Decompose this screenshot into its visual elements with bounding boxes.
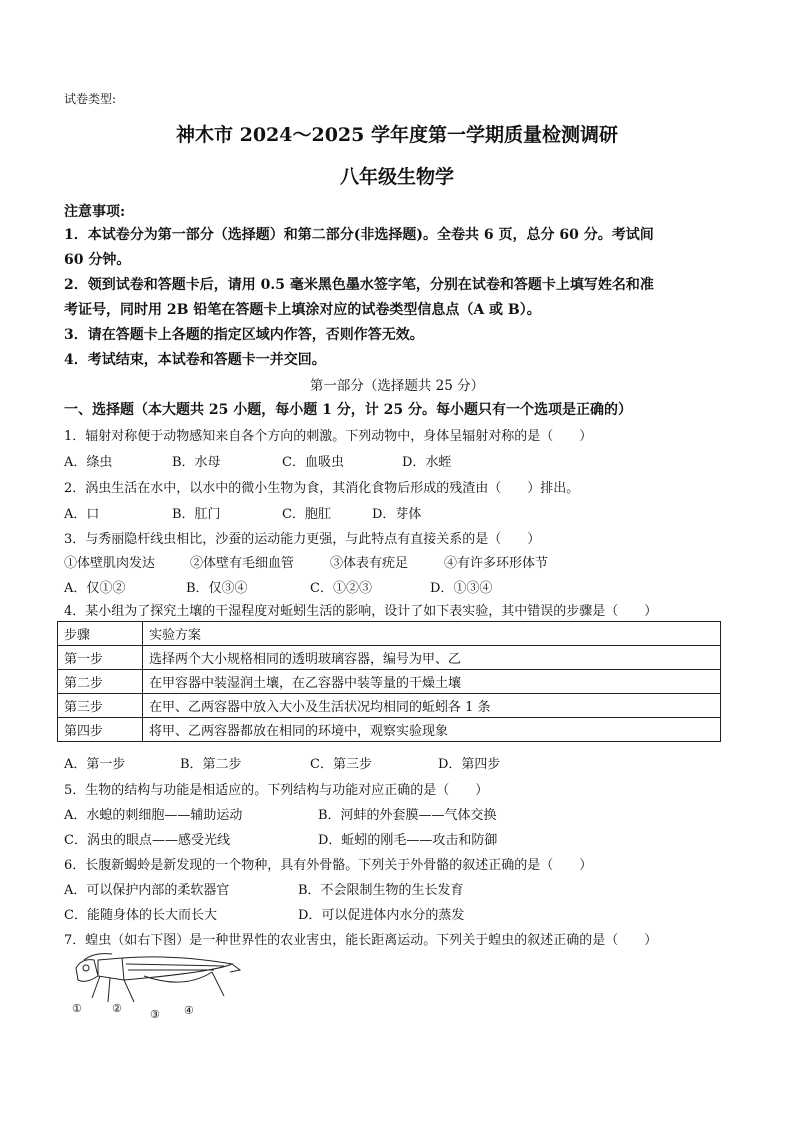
- table-cell: 在甲容器中装湿润土壤，在乙容器中装等量的干燥土壤: [143, 670, 721, 694]
- question-1-stem: 1．辐射对称便于动物感知来自各个方向的刺激。下列动物中，身体呈辐射对称的是（ ）: [64, 429, 593, 444]
- note-line: 1．本试卷分为第一部分（选择题）和第二部分(非选择题)。全卷共 6 页，总分 60 分。考试间: [64, 227, 654, 243]
- question-7-stem: 7．蝗虫（如右下图）是一种世界性的农业害虫，能长距离运动。下列关于蝗虫的叙述正确的是（ ）: [64, 933, 658, 948]
- figure-label: ②: [112, 1002, 122, 1015]
- q2-option-c: C．胞肛: [282, 507, 331, 522]
- note-line: 考证号，同时用 2B 铅笔在答题卡上填涂对应的试卷类型信息点（A 或 B）。: [64, 302, 541, 318]
- q6-option-b: B．不会限制生物的生长发育: [298, 883, 464, 898]
- q1-option-d: D．水蛭: [402, 455, 452, 470]
- q4-option-b: B．第二步: [180, 757, 242, 772]
- q3-statement: ①体壁肌肉发达: [64, 556, 156, 571]
- table-header-row: [58, 622, 721, 646]
- exam-title: 神木市 2024～2025 学年度第一学期质量检测调研: [176, 124, 618, 146]
- table-row: [58, 670, 721, 694]
- note-line: 4．考试结束，本试卷和答题卡一并交回。: [64, 352, 326, 368]
- q6-option-d: D．可以促进体内水分的蒸发: [298, 908, 465, 923]
- table-header-cell: 步骤: [58, 622, 143, 646]
- q2-option-d: D．芽体: [372, 507, 422, 522]
- table-cell: 第四步: [58, 718, 143, 742]
- q1-option-b: B．水母: [172, 455, 221, 470]
- note-line: 3．请在答题卡上各题的指定区域内作答，否则作答无效。: [64, 327, 424, 343]
- question-3-stem: 3．与秀丽隐杆线虫相比，沙蚕的运动能力更强，与此特点有直接关系的是（ ）: [64, 532, 541, 547]
- q3-option-a: A．仅①②: [64, 581, 126, 596]
- q5-option-a: A．水螅的刺细胞——辅助运动: [64, 808, 243, 823]
- paper-type-label: 试卷类型:: [64, 92, 117, 106]
- figure-label: ③: [150, 1008, 160, 1021]
- question-5-stem: 5．生物的结构与功能是相适应的。下列结构与功能对应正确的是（ ）: [64, 783, 489, 798]
- table-cell: 在甲、乙两容器中放入大小及生活状况均相同的蚯蚓各 1 条: [143, 694, 721, 718]
- table-header-cell: 实验方案: [143, 622, 721, 646]
- table-row: [58, 646, 721, 670]
- question-4-stem: 4．某小组为了探究土壤的干湿程度对蚯蚓生活的影响，设计了如下表实验，其中错误的步骤是（ ）: [64, 604, 658, 619]
- table-row: [58, 718, 721, 742]
- figure-label: ④: [184, 1004, 194, 1017]
- q4-option-d: D．第四步: [438, 757, 501, 772]
- q2-option-a: A．口: [64, 507, 100, 522]
- table-row: [58, 694, 721, 718]
- experiment-table: [57, 621, 721, 742]
- table-cell: 选择两个大小规格相同的透明玻璃容器，编号为甲、乙: [143, 646, 721, 670]
- q1-option-c: C．血吸虫: [282, 455, 344, 470]
- question-6-stem: 6．长腹新蝎蛉是新发现的一个物种，具有外骨骼。下列关于外骨骼的叙述正确的是（ ）: [64, 858, 593, 873]
- q3-option-c: C．①②③: [310, 581, 372, 596]
- q5-option-b: B．河蚌的外套膜——气体交换: [318, 808, 497, 823]
- q6-option-c: C．能随身体的长大而长大: [64, 908, 217, 923]
- question-2-stem: 2．涡虫生活在水中，以水中的微小生物为食，其消化食物后形成的残渣由（ ）排出。: [64, 481, 580, 496]
- table-cell: 第二步: [58, 670, 143, 694]
- note-line: 60 分钟。: [64, 252, 131, 268]
- table-cell: 第一步: [58, 646, 143, 670]
- q6-option-a: A．可以保护内部的柔软器官: [64, 883, 230, 898]
- q5-option-c: C．涡虫的眼点——感受光线: [64, 833, 230, 848]
- table-cell: 第三步: [58, 694, 143, 718]
- table-cell: 将甲、乙两容器都放在相同的环境中，观察实验现象: [143, 718, 721, 742]
- q4-option-a: A．第一步: [64, 757, 126, 772]
- q3-option-d: D．①③④: [430, 581, 493, 596]
- q1-option-a: A．绦虫: [64, 455, 113, 470]
- notes-heading: 注意事项:: [64, 204, 126, 220]
- part1-heading: 第一部分（选择题共 25 分）: [309, 378, 485, 394]
- q5-option-d: D．蚯蚓的刚毛——攻击和防御: [318, 833, 498, 848]
- q2-option-b: B．肛门: [172, 507, 221, 522]
- q4-option-c: C．第三步: [310, 757, 372, 772]
- grasshopper-figure: [64, 950, 244, 1030]
- exam-subtitle: 八年级生物学: [339, 166, 454, 188]
- q3-statement: ④有许多环形体节: [444, 556, 549, 571]
- q3-statement: ②体壁有毛细血管: [190, 556, 295, 571]
- note-line: 2．领到试卷和答题卡后，请用 0.5 毫米黑色墨水签字笔，分别在试卷和答题卡上填写姓名和准: [64, 277, 654, 293]
- q3-option-b: B．仅③④: [186, 581, 248, 596]
- q3-statement: ③体表有疣足: [330, 556, 409, 571]
- section-title: 一、选择题（本大题共 25 小题，每小题 1 分，计 25 分。每小题只有一个选项是正确的）: [64, 402, 632, 418]
- figure-label: ①: [72, 1002, 82, 1015]
